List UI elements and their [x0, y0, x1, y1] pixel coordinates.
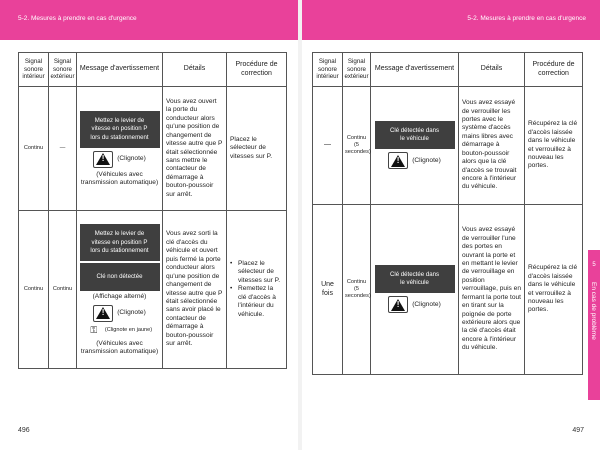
warning-message-cell [371, 205, 459, 375]
warning-triangle-icon: ! [93, 305, 113, 322]
details-text: Vous avez essayé de verrouiller l'une des portes en ouvrant la porte et en mettant le levier de verrouillage en position verrouillage, puis en fermant la porte tout en tirant sur la poignée de porte extérieure alors que la clé d'accès était encore à l'intérieur du véhicule. [459, 205, 525, 375]
details-text: Vous avez sorti la clé d'accès du véhicule et ouvert puis fermé la porte conducteur alors qu'une position de changement de vitesse autre que P était sélectionnée sans avoir placé le contacteur de démarrage à bouton-poussoir sur arrêt. [163, 211, 227, 369]
exterior-signal: Continu (5 secondes) [343, 205, 371, 375]
header-message: Message d'avertissement [77, 53, 163, 87]
warning-triangle-icon: ! [93, 151, 113, 168]
warning-indicator: ! (Clignote) [79, 305, 160, 322]
warning-indicator: ! (Clignote) [373, 152, 456, 169]
procedure-text: Récupérez la clé d'accès laissée dans le véhicule et verrouillez à nouveau les portes. [525, 205, 583, 375]
table-row [19, 87, 287, 211]
table-row [19, 211, 287, 369]
chapter-number: 5 [592, 262, 596, 268]
display-message: Mettez le levier de vitesse en position P lors du stationnement [80, 111, 160, 148]
header-procedure: Procédure de correction [525, 53, 583, 87]
table-row [313, 87, 583, 205]
page-number: 497 [572, 427, 584, 434]
display-message: Clé détectée dans le véhicule [375, 121, 455, 149]
chapter-tab [588, 250, 600, 400]
procedure-step: • Remettez la clé d'accès à l'intérieur du véhicule. [230, 285, 276, 318]
page-header [0, 0, 298, 40]
header-details: Détails [459, 53, 525, 87]
page-header [302, 0, 600, 40]
procedure-text: Placez le sélecteur de vitesses sur P. [227, 87, 287, 211]
warning-table [312, 52, 583, 375]
details-text: Vous avez ouvert la porte du conducteur alors qu'une position de changement de vitesse autre que P était sélectionnée sans mettre le contacteur de démarrage à bouton-poussoir sur arrêt. [163, 87, 227, 211]
warning-table [18, 52, 287, 369]
procedure-text: Récupérez la clé d'accès laissée dans le véhicule et verrouillez à nouveau les portes. [525, 87, 583, 205]
vehicle-note: (Véhicules avec transmission automatique) [80, 339, 159, 356]
page-number: 496 [18, 427, 30, 434]
header-interior: Signal sonore intérieur [313, 53, 343, 87]
interior-signal: Continu [19, 87, 49, 211]
header-message: Message d'avertissement [371, 53, 459, 87]
header-exterior: Signal sonore extérieur [49, 53, 77, 87]
key-indicator: ⚿ (Clignote en jaune) [79, 325, 160, 337]
display-message-key: Clé non détectée [80, 263, 160, 291]
warning-indicator: ! (Clignote) [373, 296, 456, 313]
display-message: Clé détectée dans le véhicule [375, 265, 455, 293]
header-details: Détails [163, 53, 227, 87]
warning-triangle-icon: ! [388, 296, 408, 313]
table-header-row [313, 53, 583, 87]
vehicle-note: (Véhicules avec transmission automatique) [80, 170, 159, 187]
warning-message-cell [77, 211, 163, 369]
header-procedure: Procédure de correction [227, 53, 287, 87]
table-row [313, 205, 583, 375]
alternate-display-note: (Affichage alterné) [92, 293, 147, 301]
chapter-title: En cas de problème [590, 282, 597, 340]
display-message: Mettez le levier de vitesse en position P lors du stationnement [80, 224, 160, 261]
warning-message-cell [77, 87, 163, 211]
interior-signal: — [313, 87, 343, 205]
right-page [302, 0, 600, 450]
warning-message-cell [371, 87, 459, 205]
section-title: 5-2. Mesures à prendre en cas d'urgence [467, 15, 586, 22]
exterior-signal: — [49, 87, 77, 211]
exterior-signal: Continu (5 secondes) [343, 87, 371, 205]
section-title: 5-2. Mesures à prendre en cas d'urgence [18, 15, 137, 22]
key-icon: ⚿ [90, 325, 98, 336]
details-text: Vous avez essayé de verrouiller les portes avec le système d'accès mains libres avec démarrage à bouton-poussoir alors que la clé d'accès se trouvait encore à l'intérieur du véhicule. [459, 87, 525, 205]
warning-indicator: ! (Clignote) [79, 151, 160, 168]
header-interior: Signal sonore intérieur [19, 53, 49, 87]
warning-triangle-icon: ! [388, 152, 408, 169]
table-header-row [19, 53, 287, 87]
interior-signal: Une fois [313, 205, 343, 375]
left-page [0, 0, 298, 450]
procedure-list [227, 211, 287, 369]
exterior-signal: Continu [49, 211, 77, 369]
header-exterior: Signal sonore extérieur [343, 53, 371, 87]
procedure-step: • Placez le sélecteur de vitesses sur P. [230, 259, 281, 284]
interior-signal: Continu [19, 211, 49, 369]
